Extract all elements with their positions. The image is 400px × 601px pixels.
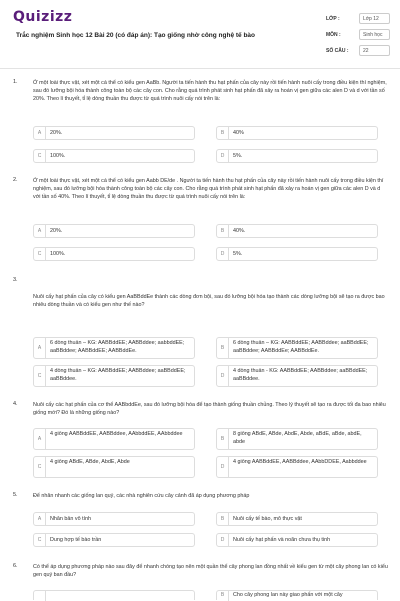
option-text: Dung hợp tế bào trần [50,537,102,543]
option-letter: A [34,127,46,139]
question-number: 1. [13,79,18,85]
option-text: 20%. [50,130,63,136]
option-letter: A [34,338,46,358]
count-value: 22 [359,45,390,56]
option-letter: B [217,225,229,237]
option-text: 100%. [50,251,66,257]
option-text: 40%. [233,228,246,234]
question-text: Để nhân nhanh các giống lan quý, các nhà nghiên cứu cây cảnh đã áp dụng phương pháp [33,493,250,499]
option-letter: D [217,366,229,386]
option-letter: C [34,248,46,260]
subject-label: MÔN : [326,32,341,38]
option-letter: D [217,248,229,260]
option-letter: B [217,591,229,601]
option-letter: C [34,150,46,162]
option-letter: B [217,429,229,449]
option-text: 100%. [50,153,66,159]
question-text: Ở một loài thực vật, xét một cá thể có kiểu gen Aabb DE/de . Người ta tiến hành thu hạt phấn của cây này rồi tiến hành nuôi cấy trong điều kiện thí nghiệm, sau đó lưỡng bội hóa thành công toàn bộ các cây con. Cho rằng quá trình phát sinh hạt phấn đã xảy ra hoán vị gen giữa các alen D và d với tần số 40%. Theo lí thuyết, tỉ lệ dòng thuần thu được từ quá trình nuôi cấy nói trên là: [33,178,384,201]
question-number: 4. [13,401,18,407]
option-text: 5%. [233,153,243,159]
option-letter: C [34,457,46,477]
option-text: Nhân bản vô tính [50,516,92,522]
class-meta [326,13,392,26]
option-d[interactable] [216,365,378,387]
page-header [0,0,400,69]
option-c[interactable] [33,533,195,547]
option-text: 20%. [50,228,63,234]
option-letter: A [34,513,46,525]
question-number: 2. [13,177,18,183]
option-text: 4 giống AABBddEE, AABBddee, AAbbddEE, AAbbddee [50,431,183,437]
option-text: 5%. [233,251,243,257]
class-value: Lớp 12 [359,13,390,24]
question-number: 3. [13,277,18,283]
page-title: Trắc nghiệm Sinh học 12 Bài 20 (có đáp án): Tạo giống nhờ công nghệ tế bào [16,32,256,39]
option-text: 6 dòng thuần – KG: AABBddEE; AABBddee; aaBBddEE; aaBBddee; AABBddEe; AABBddEe. [233,340,369,354]
option-a[interactable] [33,337,195,359]
option-letter: B [217,513,229,525]
option-a[interactable] [33,512,195,526]
option-text: 4 dòng thuần - KG: AABBddEE; AABBddee; aaBBddEE; aaBBddee. [233,368,368,382]
question-text: Có thể áp dụng phương pháp nào sau đây để nhanh chóng tạo nên một quần thể cây phong lan đồng nhất về kiểu gen từ một cây phong lan có kiểu gen quý ban đầu? [33,564,388,579]
option-letter: A [34,225,46,237]
count-meta [326,45,392,58]
option-a[interactable] [33,126,195,140]
option-d[interactable] [216,533,378,547]
option-c[interactable] [33,456,195,478]
question-text: Nuôi cấy các hạt phấn của cơ thể AABbddEe, sau đó lưỡng bội hóa để tạo thành giống thuần chủng. Theo lý thuyết sẽ tạo ra được tối đa bao nhiêu giống mới? Đó là những giống nào? [33,402,386,417]
question-text: Nuôi cấy hạt phấn của cây có kiểu gen AaBBddEe thành các dòng đơn bội, sau đó lưỡng bội hóa tạo thành các dòng lưỡng bội sẽ tạo ra được bao nhiêu dòng thuần và có kiểu gen như thế nào? [33,294,385,309]
count-label: SỐ CÂU : [326,48,349,54]
option-a[interactable] [33,224,195,238]
option-b[interactable] [216,590,378,600]
option-b[interactable] [216,428,378,450]
option-letter: D [217,150,229,162]
option-letter: C [34,534,46,546]
option-text: 40% [233,130,244,136]
option-text: 4 giống AABBddEE, AABBddee, AAbbDDEE, Aabbddee [233,459,367,465]
option-d[interactable] [216,247,378,261]
subject-value: Sinh học [359,29,390,40]
option-text: Nuôi cấy hạt phấn và noãn chưa thụ tinh [233,537,331,543]
class-label: LỚP : [326,16,340,22]
option-letter: B [217,338,229,358]
option-letter: D [217,457,229,477]
option-text: 4 dòng thuần – KG: AABBddEE; AABBddee; aaBBddEE; aaBBddee. [50,368,186,382]
option-letter: D [217,534,229,546]
option-d[interactable] [216,149,378,163]
option-text: 4 giống ABdE, ABde, AbdE, Abde [50,459,130,465]
option-text: Nuôi cấy tế bào, mô thực vật [233,516,302,522]
option-text: 6 dòng thuần – KG: AABBddEE; AABBddee; aabbddEE; aaBBddee; AABBddEE; AABBddEe. [50,340,185,354]
question-number: 6. [13,563,18,569]
option-letter: B [217,127,229,139]
option-a[interactable] [33,428,195,450]
quizizz-logo: Quizizz [13,9,73,25]
option-c[interactable] [33,149,195,163]
option-letter: A [34,429,46,449]
subject-meta [326,29,392,42]
option-letter: C [34,366,46,386]
option-b[interactable] [216,337,378,359]
option-c[interactable] [33,365,195,387]
option-b[interactable] [216,224,378,238]
option-d[interactable] [216,456,378,478]
question-number: 5. [13,492,18,498]
option-text: 8 giống ABdE, ABde, AbdE, Abde, aBdE, aBde, abdE, abde [233,431,362,445]
option-text: Cho cây phong lan này giao phấn với một cây [233,592,343,598]
option-c[interactable] [33,247,195,261]
option-a[interactable] [33,590,195,600]
question-text: Ở một loài thực vật, xét một cá thể có kiểu gen AaBb. Người ta tiến hành thu hạt phấn của cây này rồi tiến hành nuôi cấy trong điều kiện thí nghiệm, sau đó lưỡng bội hóa thành công toàn bộ các cây con. Cho rằng quá trình phát sinh hạt phấn đã xảy ra hoán vị gen giữa các alen D và d với tần số 20%. Theo lí thuyết, tỉ lệ dòng thuần thu được từ quá trình nuôi cấy nói trên là: [33,80,387,103]
option-b[interactable] [216,126,378,140]
option-b[interactable] [216,512,378,526]
